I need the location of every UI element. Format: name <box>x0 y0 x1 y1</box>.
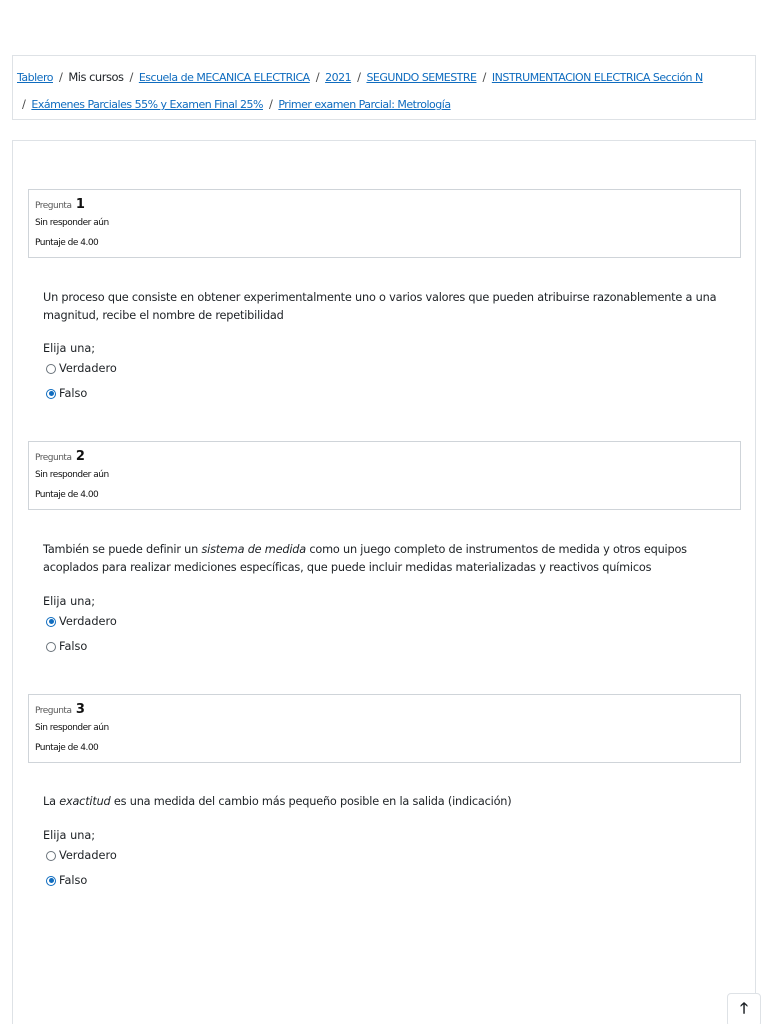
breadcrumb-separator: / <box>268 97 273 111</box>
answer-option-label: Falso <box>59 640 88 653</box>
question-state: Sin responder aún <box>35 723 109 733</box>
question-text <box>43 289 733 325</box>
quiz-region <box>12 140 756 1024</box>
arrow-up-icon: 🡑 <box>740 998 748 1017</box>
question-info-box <box>28 441 741 510</box>
question-grade: Puntaje de 4.00 <box>35 490 99 500</box>
question-number-value: 1 <box>75 197 85 212</box>
breadcrumb-item-section[interactable]: Exámenes Parciales 55% y Examen Final 25% <box>31 98 263 111</box>
breadcrumb-separator: / <box>357 70 361 84</box>
radio-button-selected[interactable] <box>46 617 56 627</box>
question-text <box>43 793 733 811</box>
answer-option-label: Falso <box>59 874 88 887</box>
answer-option-verdadero[interactable] <box>46 849 117 862</box>
question-info-box <box>28 189 741 258</box>
radio-button[interactable] <box>46 364 56 374</box>
answer-option-label: Verdadero <box>59 849 117 862</box>
answer-option-label: Verdadero <box>59 615 117 628</box>
question-number-value: 3 <box>75 702 85 717</box>
answer-prompt: Elija una; <box>43 829 96 842</box>
question-text <box>43 541 733 577</box>
breadcrumb-item-mis-cursos: Mis cursos <box>68 70 124 84</box>
question-number-prefix: Pregunta <box>35 453 72 463</box>
breadcrumb-separator: / <box>315 70 320 84</box>
question-text-part: También se puede definir un <box>43 543 202 556</box>
breadcrumb-item-escuela[interactable]: Escuela de MECANICA ELECTRICA <box>138 71 310 84</box>
question-number <box>35 702 84 717</box>
radio-button[interactable] <box>46 851 56 861</box>
question-text-part: como un juego completo de instrumentos de medida y otros equipos acoplados para realizar mediciones específicas, que puede incluir medidas materializadas y reactivos químicos <box>43 543 687 574</box>
answer-option-falso[interactable] <box>46 874 87 887</box>
answer-option-verdadero[interactable] <box>46 362 117 375</box>
question-grade: Puntaje de 4.00 <box>35 238 99 248</box>
question-text-emphasis: sistema de medida <box>201 543 306 556</box>
radio-button[interactable] <box>46 642 56 652</box>
breadcrumb-line-1 <box>17 70 703 84</box>
answer-option-falso[interactable] <box>46 640 87 653</box>
breadcrumb-separator: / <box>22 97 26 111</box>
question-text-part: Un proceso que consiste en obtener experimentalmente uno o varios valores que pueden atribuirse razonablemente a una magnitud, recibe el nombre de repetibilidad <box>43 291 717 322</box>
answer-option-verdadero[interactable] <box>46 615 117 628</box>
question-number <box>35 449 84 464</box>
question-grade: Puntaje de 4.00 <box>35 743 99 753</box>
breadcrumb-item-semester[interactable]: SEGUNDO SEMESTRE <box>366 71 477 84</box>
answer-option-label: Verdadero <box>59 362 117 375</box>
question-state: Sin responder aún <box>35 218 109 228</box>
answer-option-label: Falso <box>59 387 88 400</box>
question-number-value: 2 <box>75 449 85 464</box>
breadcrumb-separator: / <box>58 70 63 84</box>
radio-button-selected[interactable] <box>46 876 56 886</box>
breadcrumb-separator: / <box>129 70 133 84</box>
question-text-part: es una medida del cambio más pequeño posible en la salida (indicación) <box>110 795 512 808</box>
question-number-prefix: Pregunta <box>35 706 72 716</box>
breadcrumb-item-year[interactable]: 2021 <box>325 71 352 84</box>
answer-prompt: Elija una; <box>43 342 96 355</box>
breadcrumb-separator: / <box>482 70 486 84</box>
back-to-top-button[interactable] <box>727 993 761 1024</box>
answer-option-falso[interactable] <box>46 387 87 400</box>
breadcrumb-line-2 <box>22 97 451 111</box>
question-number <box>35 197 84 212</box>
question-state: Sin responder aún <box>35 470 109 480</box>
question-text-emphasis: exactitud <box>59 795 111 808</box>
question-info-box <box>28 694 741 763</box>
breadcrumb <box>12 55 756 120</box>
breadcrumb-item-quiz[interactable]: Primer examen Parcial: Metrología <box>278 98 451 111</box>
question-number-prefix: Pregunta <box>35 201 72 211</box>
question-text-part: La <box>43 795 60 808</box>
radio-button-selected[interactable] <box>46 389 56 399</box>
breadcrumb-item-tablero[interactable]: Tablero <box>17 71 53 84</box>
answer-prompt: Elija una; <box>43 595 96 608</box>
breadcrumb-item-course[interactable]: INSTRUMENTACION ELECTRICA Sección N <box>491 71 703 84</box>
